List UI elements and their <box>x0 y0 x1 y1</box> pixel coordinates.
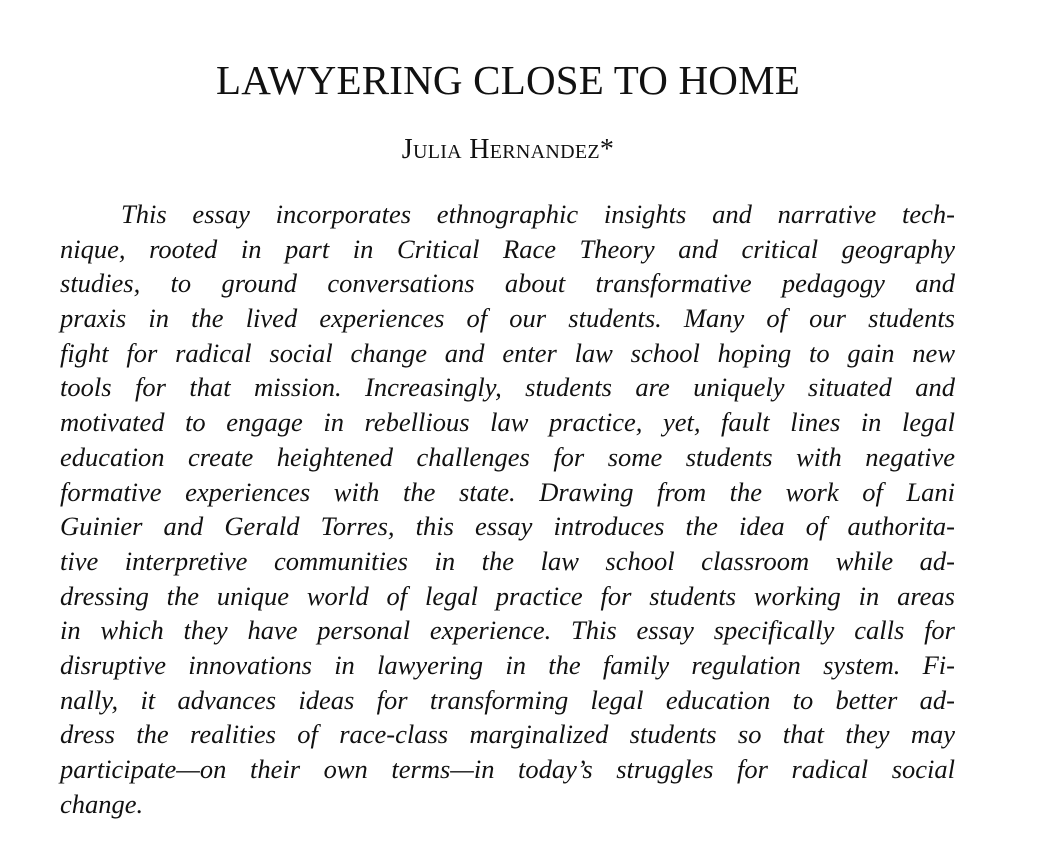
abstract <box>60 197 955 821</box>
abstract-line: This essay incorporates ethnographic insights and narrative tech- <box>121 199 955 229</box>
abstract-line: disruptive innovations in lawyering in the family regulation system. Fi- <box>60 649 955 680</box>
abstract-line: studies, to ground conversations about transformative pedagogy and <box>60 268 955 299</box>
abstract-line: tive interpretive communities in the law school classroom while ad- <box>60 545 955 576</box>
abstract-line: praxis in the lived experiences of our students. Many of our students <box>60 303 955 334</box>
abstract-line: nally, it advances ideas for transforming legal education to better ad- <box>60 684 955 715</box>
abstract-line: change. <box>60 788 144 819</box>
abstract-line: tools for that mission. Increasingly, students are uniquely situated and <box>60 372 955 403</box>
abstract-line: dressing the unique world of legal practice for students working in areas <box>60 580 955 611</box>
article-title: LAWYERING CLOSE TO HOME <box>215 57 801 103</box>
abstract-line: education create heightened challenges for some students with negative <box>60 441 955 472</box>
abstract-line: participate—on their own terms—in today’s struggles for radical social <box>60 754 955 784</box>
abstract-line: dress the realities of race-class marginalized students so that they may <box>60 719 955 750</box>
abstract-line: Guinier and Gerald Torres, this essay introduces the idea of authorita- <box>60 511 955 542</box>
abstract-line: in which they have personal experience. This essay specifically calls for <box>60 615 955 646</box>
abstract-line: motivated to engage in rebellious law practice, yet, fault lines in legal <box>60 407 955 438</box>
abstract-line: fight for radical social change and enter law school hoping to gain new <box>60 337 955 368</box>
abstract-line: formative experiences with the state. Drawing from the work of Lani <box>60 476 955 507</box>
author-name: Julia Hernandez* <box>401 134 615 165</box>
abstract-line: nique, rooted in part in Critical Race Theory and critical geography <box>60 233 955 264</box>
